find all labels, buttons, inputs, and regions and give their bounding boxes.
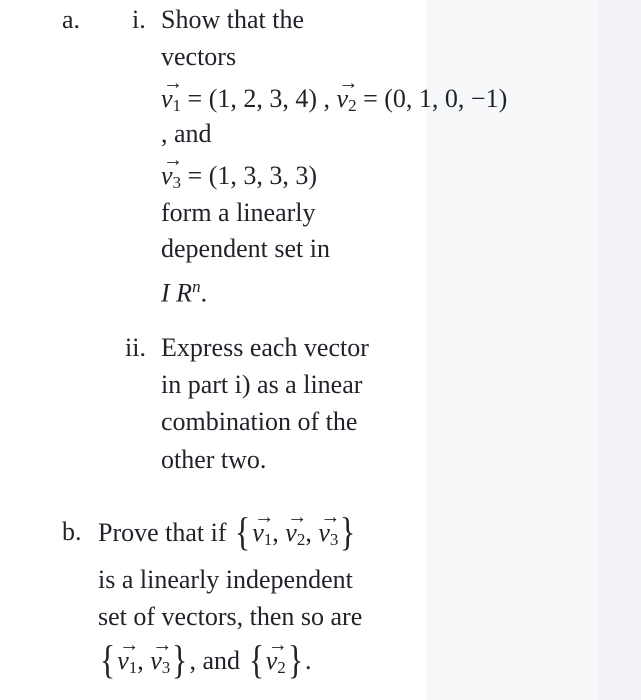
sub-i-line6: dependent set in: [161, 234, 330, 263]
vector-arrow-icon: →: [119, 634, 140, 656]
vector-v2: → $v_2$: [336, 72, 359, 115]
right-brace-icon: }: [172, 637, 188, 682]
part-a-label: a.: [62, 5, 81, 34]
set1-v2: → $v_2$: [285, 506, 308, 549]
left-margin: [0, 0, 44, 700]
v3-value: = (1, 3, 3, 3): [187, 161, 318, 190]
v2-value: = (0, 1, 0, −1): [363, 84, 508, 113]
sub-ii-line3: combination of the: [161, 407, 358, 436]
sub-ii-label: ii.: [125, 333, 146, 362]
part-b-line4: { → $v_1$, → $v_3$}, and { → $v_2$}.: [99, 634, 312, 682]
sub-i-label: i.: [132, 5, 146, 34]
left-brace-icon: {: [248, 637, 264, 682]
part-b-line3: set of vectors, then so are: [98, 602, 363, 631]
sub-ii-line1: Express each vector: [161, 333, 369, 362]
left-brace-icon: {: [99, 637, 116, 682]
part-b-line2: is a linearly independent: [98, 565, 353, 594]
vector-v3: → $v_3$: [161, 149, 183, 192]
vector-equation-v3: [161, 149, 318, 198]
vector-arrow-icon: →: [338, 72, 359, 94]
set1-v3: → $v_3$: [318, 506, 341, 549]
set2-v1: → $v_1$: [117, 634, 140, 677]
sub-i-line5: form a linearly: [161, 198, 316, 227]
sub-i-line2: vectors: [161, 42, 237, 71]
vector-v1: → $v_1$: [161, 72, 183, 115]
vector-arrow-icon: →: [287, 506, 308, 528]
set3-v2: → $v_2$: [265, 634, 288, 677]
sub-ii-line2: in part i) as a linear: [161, 370, 363, 399]
space-rn: I $R^n$.: [161, 277, 208, 308]
set2-v3: → $v_3$: [150, 634, 173, 677]
left-brace-icon: {: [234, 509, 251, 554]
part-b-line1: Prove that if { → $v_1$, → $v_2$, → $v_3$}: [98, 506, 356, 554]
vector-arrow-icon: →: [163, 72, 183, 94]
part-b-label: b.: [62, 517, 82, 546]
vector-equation-v1-v2: [161, 72, 508, 121]
sub-ii-line4: other two.: [161, 445, 267, 474]
vector-arrow-icon: →: [254, 506, 275, 528]
right-brace-icon: }: [287, 637, 304, 682]
vector-arrow-icon: →: [267, 634, 288, 656]
sub-i-line1: Show that the: [161, 5, 304, 34]
vector-arrow-icon: →: [152, 634, 173, 656]
right-scroll-area: [598, 0, 641, 700]
set1-v1: → $v_1$: [252, 506, 275, 549]
vector-arrow-icon: →: [320, 506, 341, 528]
sub-i-and: , and: [161, 119, 212, 148]
v1-value: = (1, 2, 3, 4) ,: [187, 84, 331, 113]
vector-arrow-icon: →: [163, 149, 183, 171]
right-brace-icon: }: [340, 509, 356, 554]
